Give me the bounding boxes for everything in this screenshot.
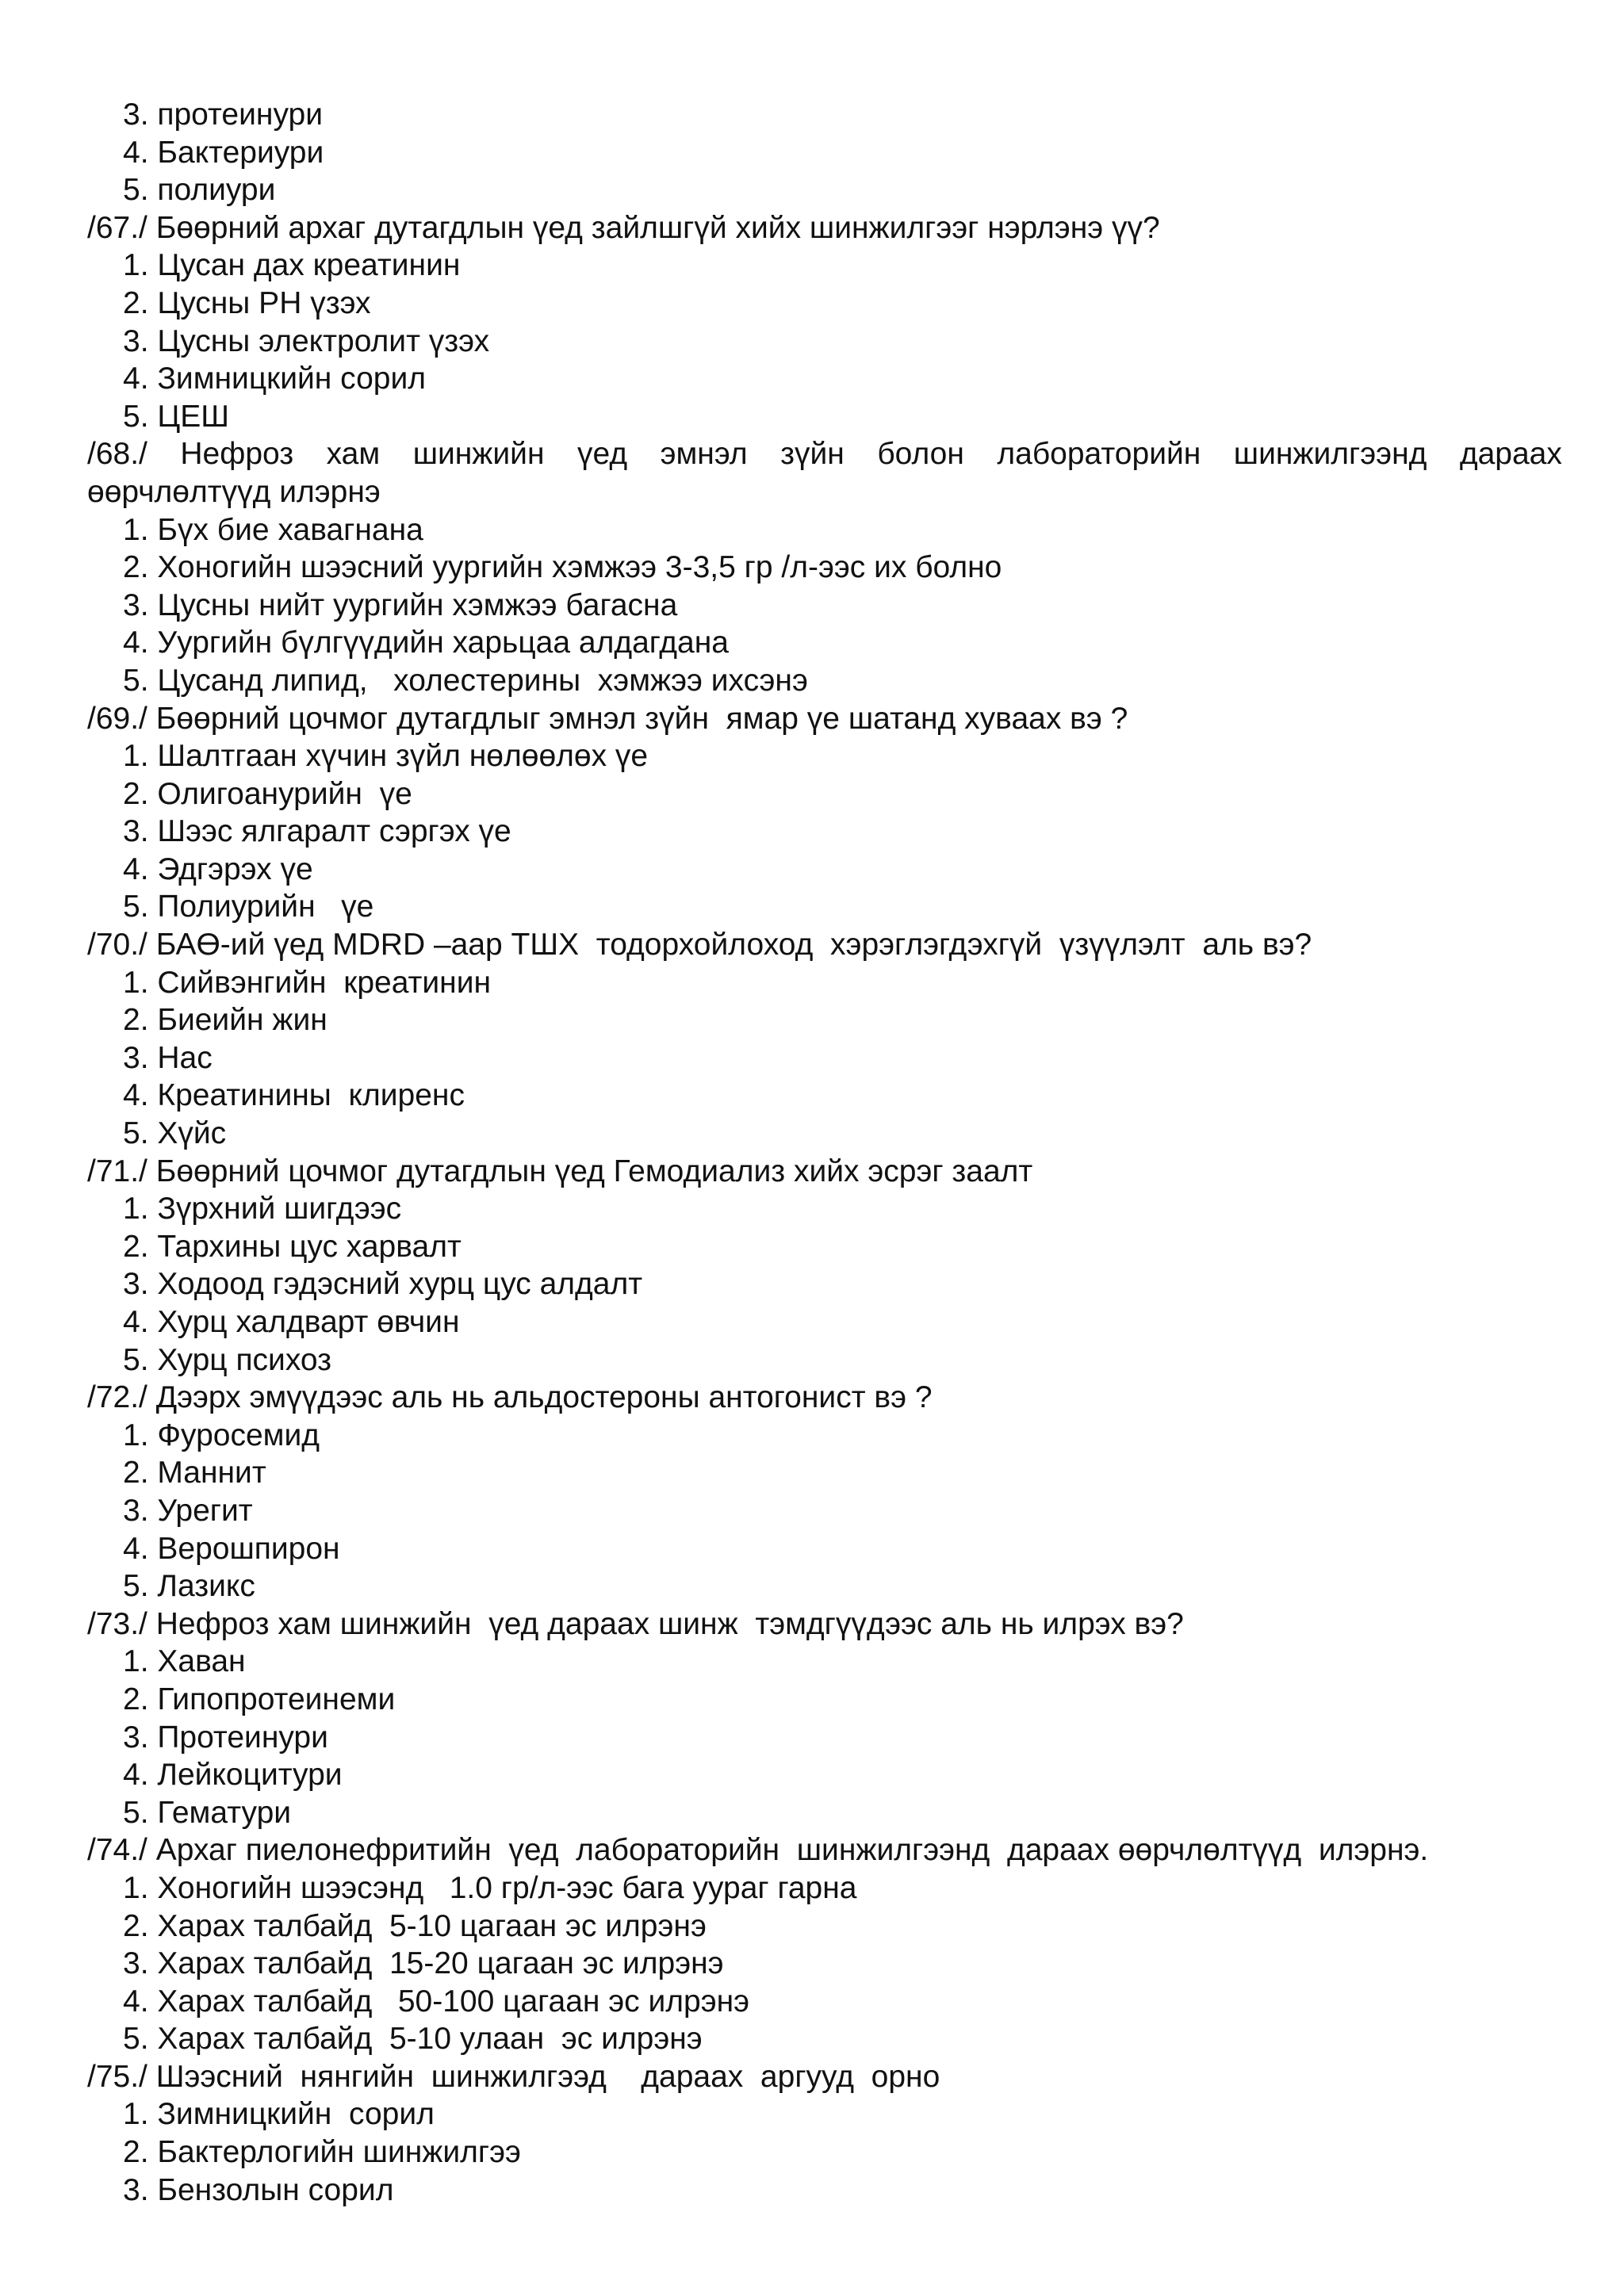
answer-option: 1. Шалтгаан хүчин зүйл нөлөөлөх үе xyxy=(123,739,649,774)
answer-option: 2. Хоногийн шээсний уургийн хэмжээ 3-3,5 гр /л-ээс их болно xyxy=(123,550,1002,585)
question-text: /71./ Бөөрний цочмог дутагдлын үед Гемодиализ хийх эсрэг заалт xyxy=(87,1154,1033,1188)
answer-option: 4. Лейкоцитури xyxy=(123,1758,343,1793)
answer-option: 2. Тархины цус харвалт xyxy=(123,1229,462,1264)
answer-option: 1. Хаван xyxy=(123,1644,246,1679)
answer-option: 4. Уургийн бүлгүүдийн харьцаа алдагдана xyxy=(123,626,729,660)
question-text: /73./ Нефроз хам шинжийн үед дараах шинж тэмдгүүдээс аль нь илрэх вэ? xyxy=(87,1606,1184,1641)
question-text: /74./ Архаг пиелонефритийн үед лабораторийн шинжилгээнд дараах өөрчлөлтүүд илэрнэ. xyxy=(87,1833,1429,1868)
question-word: болон xyxy=(877,437,964,472)
answer-option: 2. Харах талбайд 5-10 цагаан эс илрэнэ xyxy=(123,1908,707,1943)
answer-option: 5. Харах талбайд 5-10 улаан эс илрэнэ xyxy=(123,2022,703,2057)
answer-option: 5. Лазикс xyxy=(123,1569,255,1604)
answer-option: 3. Харах талбайд 15-20 цагаан эс илрэнэ xyxy=(123,1946,724,1981)
question-word: хам xyxy=(326,437,381,472)
answer-option: 4. Эдгэрэх үе xyxy=(123,851,313,886)
answer-option: 2. Гипопротеинеми xyxy=(123,1682,396,1716)
answer-option: 2. Биеийн жин xyxy=(123,1003,327,1038)
answer-option: 5. Хүйс xyxy=(123,1116,227,1151)
question-word: /68./ xyxy=(87,437,147,472)
answer-option: 3. Ходоод гэдэсний хурц цус алдалт xyxy=(123,1267,643,1302)
question-word: дараах xyxy=(1459,437,1562,472)
answer-option: 2. Маннит xyxy=(123,1456,266,1490)
question-word: шинжийн xyxy=(412,437,545,472)
answer-option: 3. Протеинури xyxy=(123,1720,328,1755)
answer-option: 3. Цусны электролит үзэх xyxy=(123,323,490,358)
question-text: /70./ БАӨ-ий үед MDRD –аар ТШХ тодорхойлоход хэрэглэгдэхгүй үзүүлэлт аль вэ? xyxy=(87,928,1312,962)
answer-option: 4. Хурц халдварт өвчин xyxy=(123,1305,460,1339)
question-text: өөрчлөлтүүд илэрнэ xyxy=(87,474,381,509)
answer-option: 3. Нас xyxy=(123,1040,213,1075)
answer-option: 3. протеинури xyxy=(123,98,323,132)
answer-option: 1. Хоногийн шээсэнд 1.0 гр/л-ээс бага уураг гарна xyxy=(123,1870,857,1905)
answer-option: 2. Олигоанурийн үе xyxy=(123,776,412,811)
answer-option: 4. Зимницкийн сорил xyxy=(123,362,427,396)
answer-option: 4. Верошпирон xyxy=(123,1531,340,1566)
answer-option: 3. Цусны нийт уургийн хэмжээ багасна xyxy=(123,587,678,622)
answer-option: 1. Зимницкийн сорил xyxy=(123,2097,435,2132)
question-text: /75./ Шээсний нянгийн шинжилгээд дараах аргууд орно xyxy=(87,2059,940,2094)
answer-option: 5. полиури xyxy=(123,173,276,208)
answer-option: 5. Хурц психоз xyxy=(123,1342,332,1377)
question-text: /72./ Дээрх эмүүдээс аль нь альдостероны антогонист вэ ? xyxy=(87,1380,933,1415)
question-text-justified xyxy=(87,435,1562,473)
answer-option: 1. Цусан дах креатинин xyxy=(123,248,461,283)
question-word: Нефроз xyxy=(180,437,294,472)
question-word: эмнэл xyxy=(660,437,748,472)
answer-option: 1. Зүрхний шигдээс xyxy=(123,1192,402,1226)
answer-option: 3. Бензолын сорил xyxy=(123,2172,394,2207)
document-page xyxy=(87,96,1562,2209)
answer-option: 2. Цусны PH үзэх xyxy=(123,285,371,320)
answer-option: 4. Креатинины клиренс xyxy=(123,1078,465,1113)
answer-option: 3. Шээс ялгаралт сэргэх үе xyxy=(123,814,511,849)
question-word: зүйн xyxy=(780,437,845,472)
answer-option: 5. Цусанд липид, холестерины хэмжээ ихсэнэ xyxy=(123,663,808,698)
question-text: /67./ Бөөрний архаг дутагдлын үед зайлшгүй хийх шинжилгээг нэрлэнэ үү? xyxy=(87,210,1160,245)
answer-option: 1. Сийвэнгийн креатинин xyxy=(123,965,492,1000)
answer-option: 1. Фуросемид xyxy=(123,1418,320,1452)
question-text: /69./ Бөөрний цочмог дутагдлыг эмнэл зүйн ямар үе шатанд хуваах вэ ? xyxy=(87,701,1128,736)
answer-option: 5. Полиурийн үе xyxy=(123,890,374,924)
question-word: үед xyxy=(576,437,628,472)
answer-option: 5. Гематури xyxy=(123,1795,292,1830)
answer-option: 5. ЦЕШ xyxy=(123,399,229,434)
question-word: шинжилгээнд xyxy=(1233,437,1427,472)
answer-option: 4. Харах талбайд 50-100 цагаан эс илрэнэ xyxy=(123,1984,750,2019)
answer-option: 2. Бактерлогийн шинжилгээ xyxy=(123,2135,521,2170)
answer-option: 4. Бактериури xyxy=(123,135,324,170)
question-word: лабораторийн xyxy=(997,437,1201,472)
answer-option: 3. Урегит xyxy=(123,1493,253,1528)
answer-option: 1. Бүх бие хавагнана xyxy=(123,512,423,547)
